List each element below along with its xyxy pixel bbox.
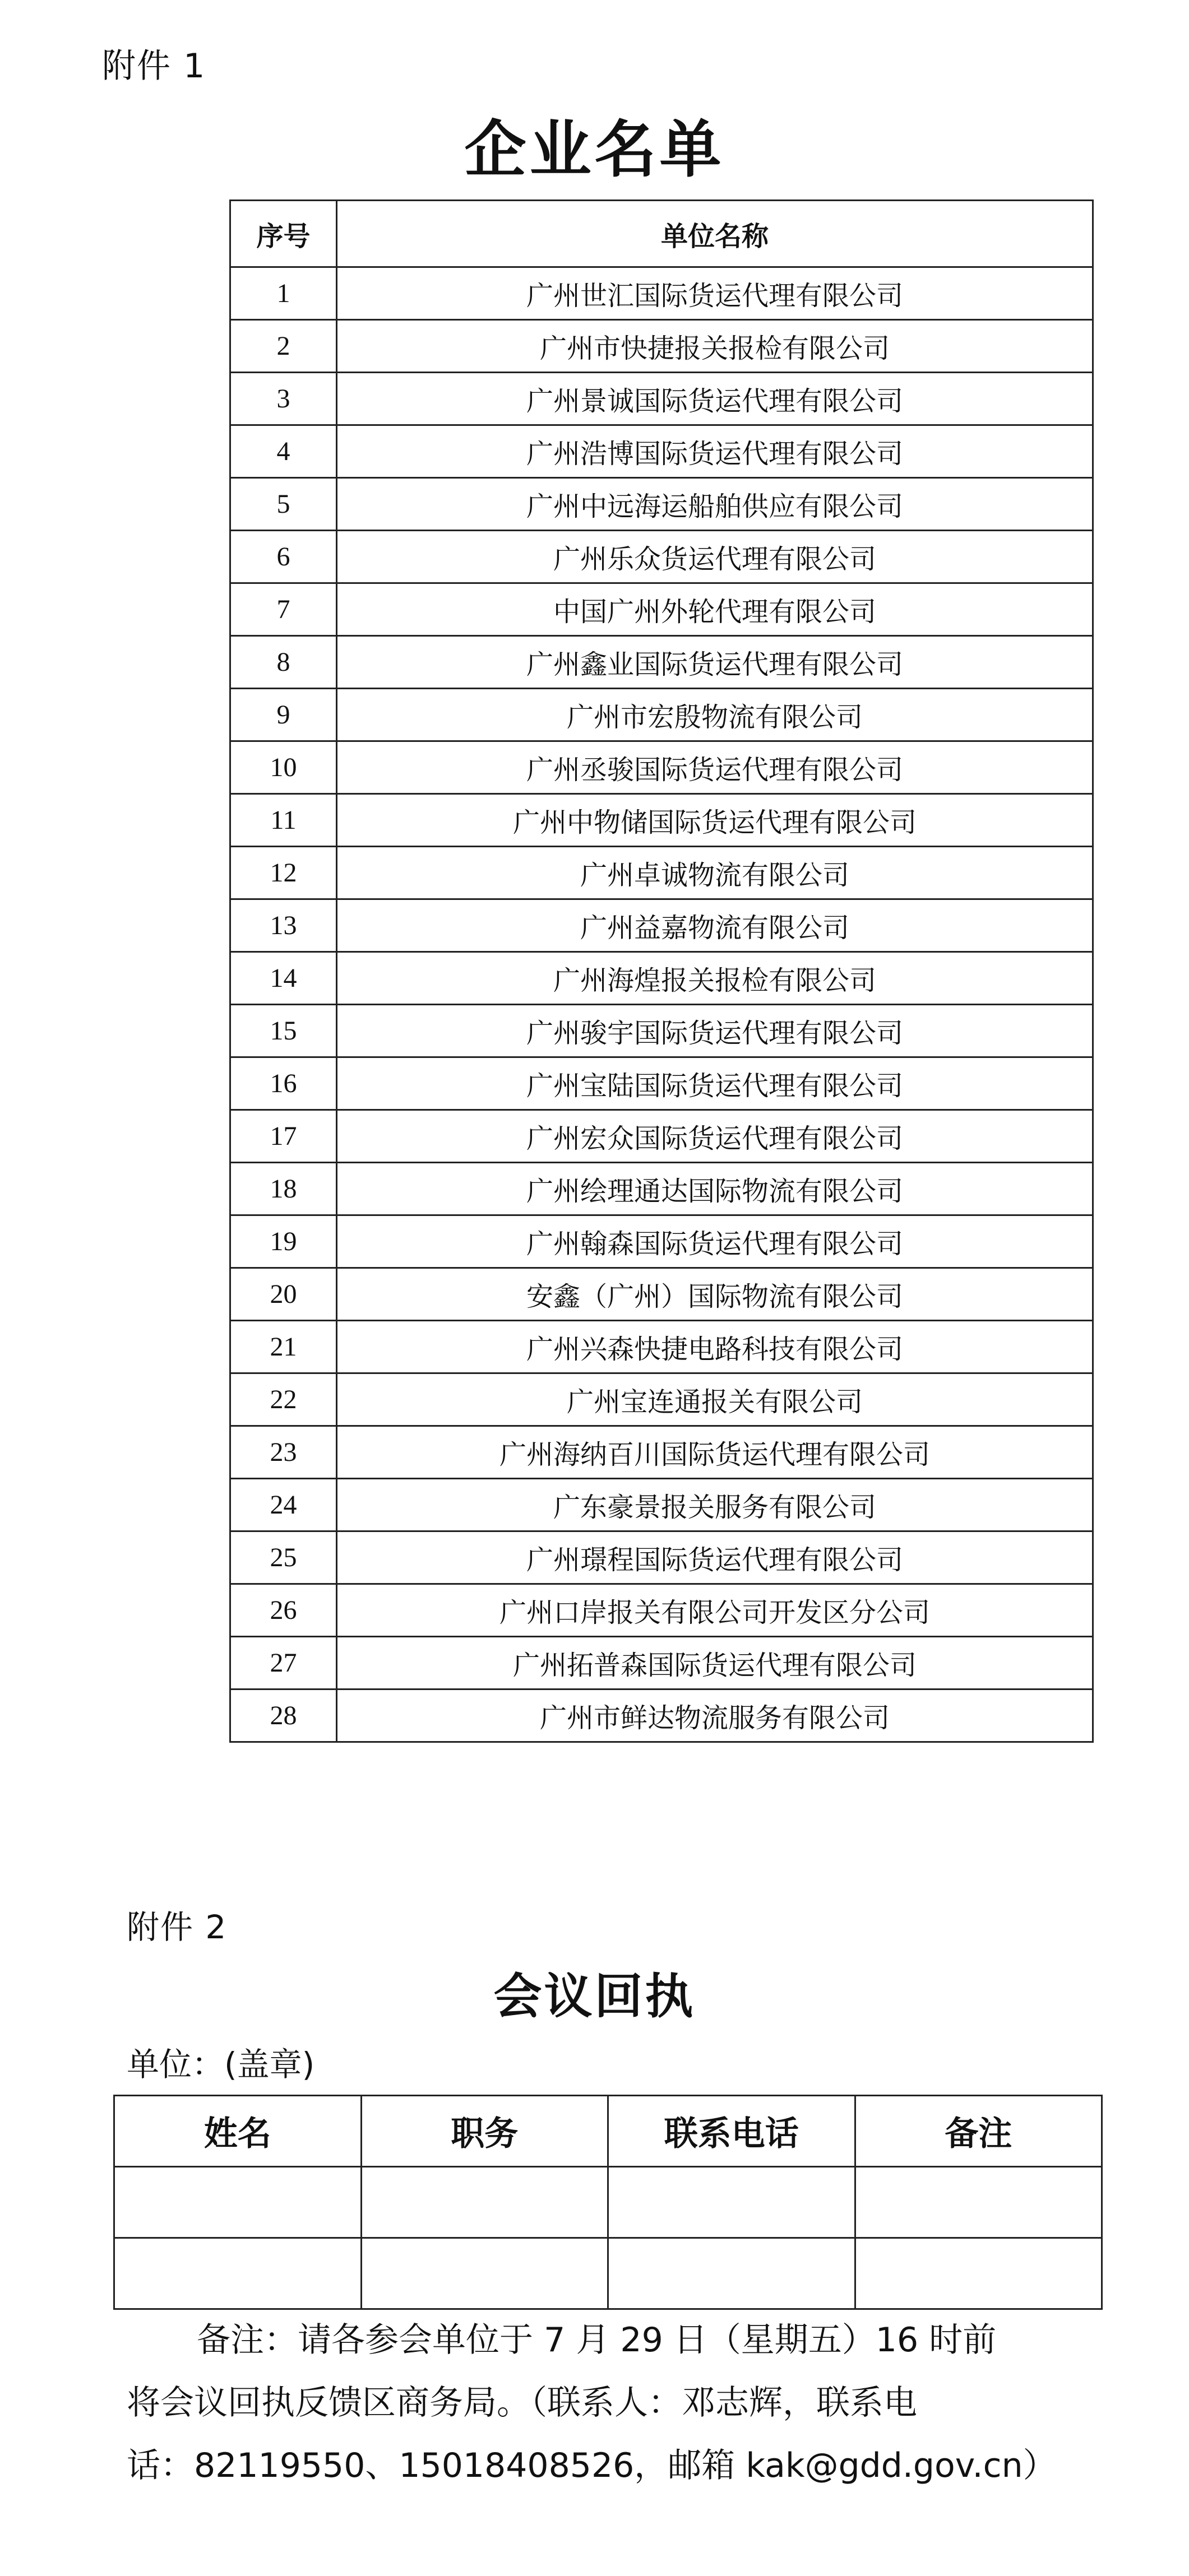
company-name-cell: 广州宝连通报关有限公司 (337, 1373, 1093, 1426)
company-name-cell: 广州宝陆国际货运代理有限公司 (337, 1057, 1093, 1110)
serial-number-cell: 22 (230, 1373, 337, 1426)
header-serial-number: 序号 (230, 201, 337, 267)
table-row (230, 1690, 1093, 1742)
serial-number-cell: 13 (230, 899, 337, 952)
serial-number-cell: 26 (230, 1584, 337, 1637)
serial-number-cell: 6 (230, 531, 337, 583)
table-row (230, 1057, 1093, 1110)
blank-cell-position[interactable] (361, 2167, 608, 2238)
company-name-cell: 广州海纳百川国际货运代理有限公司 (337, 1426, 1093, 1479)
serial-number-cell: 7 (230, 583, 337, 636)
header-phone: 联系电话 (608, 2096, 855, 2167)
company-name-cell: 广州中物储国际货运代理有限公司 (337, 794, 1093, 847)
serial-number-cell: 10 (230, 741, 337, 794)
company-name-cell: 广州璟程国际货运代理有限公司 (337, 1531, 1093, 1584)
serial-number-cell: 5 (230, 478, 337, 531)
table-row (230, 425, 1093, 478)
table-row (230, 952, 1093, 1005)
note-line-2: 将会议回执反馈区商务局。（联系人：邓志辉，联系电 (127, 2383, 917, 2422)
attachment-1-label: 附件 1 (102, 47, 206, 86)
company-name-cell: 广州市快捷报关报检有限公司 (337, 320, 1093, 373)
serial-number-cell: 19 (230, 1215, 337, 1268)
blank-cell-phone[interactable] (608, 2238, 855, 2309)
table-row (230, 794, 1093, 847)
table-row (230, 1637, 1093, 1690)
header-name: 姓名 (114, 2096, 362, 2167)
table-row (230, 1479, 1093, 1531)
company-name-cell: 广州乐众货运代理有限公司 (337, 531, 1093, 583)
reply-blank-row (114, 2167, 1102, 2238)
blank-cell-position[interactable] (361, 2238, 608, 2309)
blank-cell-remark[interactable] (855, 2238, 1102, 2309)
company-table-body (230, 267, 1093, 1742)
company-name-cell: 广州市鲜达物流服务有限公司 (337, 1690, 1093, 1742)
table-row (230, 689, 1093, 741)
serial-number-cell: 1 (230, 267, 337, 320)
serial-number-cell: 18 (230, 1163, 337, 1215)
table-row (230, 531, 1093, 583)
company-name-cell: 广州中远海运船舶供应有限公司 (337, 478, 1093, 531)
company-name-cell: 广州世汇国际货运代理有限公司 (337, 267, 1093, 320)
note-line-1: 备注：请各参会单位于 7 月 29 日（星期五）16 时前 (197, 2320, 997, 2360)
table-row (230, 899, 1093, 952)
blank-cell-phone[interactable] (608, 2167, 855, 2238)
serial-number-cell: 28 (230, 1690, 337, 1742)
table-row (230, 1321, 1093, 1373)
table-row (230, 1373, 1093, 1426)
serial-number-cell: 20 (230, 1268, 337, 1321)
company-name-cell: 广州卓诚物流有限公司 (337, 847, 1093, 899)
serial-number-cell: 15 (230, 1005, 337, 1057)
company-name-cell: 广州兴森快捷电路科技有限公司 (337, 1321, 1093, 1373)
serial-number-cell: 11 (230, 794, 337, 847)
serial-number-cell: 12 (230, 847, 337, 899)
company-name-cell: 广东豪景报关服务有限公司 (337, 1479, 1093, 1531)
serial-number-cell: 14 (230, 952, 337, 1005)
reply-note (127, 2309, 1068, 2497)
reply-table-header-row (114, 2096, 1102, 2167)
unit-seal-line: 单位：(盖章) (127, 2045, 315, 2083)
company-name-cell: 广州市宏殷物流有限公司 (337, 689, 1093, 741)
attachment-2-label: 附件 2 (127, 1908, 228, 1946)
company-name-cell: 广州翰森国际货运代理有限公司 (337, 1215, 1093, 1268)
table-row (230, 1110, 1093, 1163)
company-name-cell: 广州绘理通达国际物流有限公司 (337, 1163, 1093, 1215)
serial-number-cell: 4 (230, 425, 337, 478)
company-name-cell: 广州鑫业国际货运代理有限公司 (337, 636, 1093, 689)
table-row (230, 636, 1093, 689)
serial-number-cell: 24 (230, 1479, 337, 1531)
company-name-cell: 安鑫（广州）国际物流有限公司 (337, 1268, 1093, 1321)
table-row (230, 1163, 1093, 1215)
table-row (230, 320, 1093, 373)
company-table-header-row (230, 201, 1093, 267)
table-row (230, 741, 1093, 794)
meeting-reply-table (113, 2095, 1103, 2310)
table-row (230, 1426, 1093, 1479)
company-name-cell: 广州浩博国际货运代理有限公司 (337, 425, 1093, 478)
meeting-reply-title: 会议回执 (493, 1969, 696, 2025)
serial-number-cell: 23 (230, 1426, 337, 1479)
serial-number-cell: 2 (230, 320, 337, 373)
table-row (230, 1268, 1093, 1321)
header-position: 职务 (361, 2096, 608, 2167)
serial-number-cell: 16 (230, 1057, 337, 1110)
company-list-table (229, 199, 1094, 1743)
table-row (230, 373, 1093, 425)
company-name-cell: 中国广州外轮代理有限公司 (337, 583, 1093, 636)
company-list-title: 企业名单 (464, 114, 725, 185)
blank-cell-name[interactable] (114, 2238, 362, 2309)
table-row (230, 1531, 1093, 1584)
serial-number-cell: 8 (230, 636, 337, 689)
serial-number-cell: 17 (230, 1110, 337, 1163)
serial-number-cell: 3 (230, 373, 337, 425)
blank-cell-remark[interactable] (855, 2167, 1102, 2238)
serial-number-cell: 27 (230, 1637, 337, 1690)
company-name-cell: 广州拓普森国际货运代理有限公司 (337, 1637, 1093, 1690)
company-name-cell: 广州丞骏国际货运代理有限公司 (337, 741, 1093, 794)
company-name-cell: 广州景诚国际货运代理有限公司 (337, 373, 1093, 425)
header-remark: 备注 (855, 2096, 1102, 2167)
table-row (230, 1584, 1093, 1637)
table-row (230, 267, 1093, 320)
company-name-cell: 广州宏众国际货运代理有限公司 (337, 1110, 1093, 1163)
reply-blank-row (114, 2238, 1102, 2309)
table-row (230, 1005, 1093, 1057)
note-line-3: 话：82119550、15018408526，邮箱 kak@gdd.gov.cn） (127, 2446, 1057, 2485)
company-name-cell: 广州海煌报关报检有限公司 (337, 952, 1093, 1005)
serial-number-cell: 9 (230, 689, 337, 741)
serial-number-cell: 25 (230, 1531, 337, 1584)
table-row (230, 583, 1093, 636)
table-row (230, 478, 1093, 531)
company-name-cell: 广州口岸报关有限公司开发区分公司 (337, 1584, 1093, 1637)
blank-cell-name[interactable] (114, 2167, 362, 2238)
table-row (230, 847, 1093, 899)
company-name-cell: 广州骏宇国际货运代理有限公司 (337, 1005, 1093, 1057)
company-name-cell: 广州益嘉物流有限公司 (337, 899, 1093, 952)
table-row (230, 1215, 1093, 1268)
header-company-name: 单位名称 (337, 201, 1093, 267)
serial-number-cell: 21 (230, 1321, 337, 1373)
